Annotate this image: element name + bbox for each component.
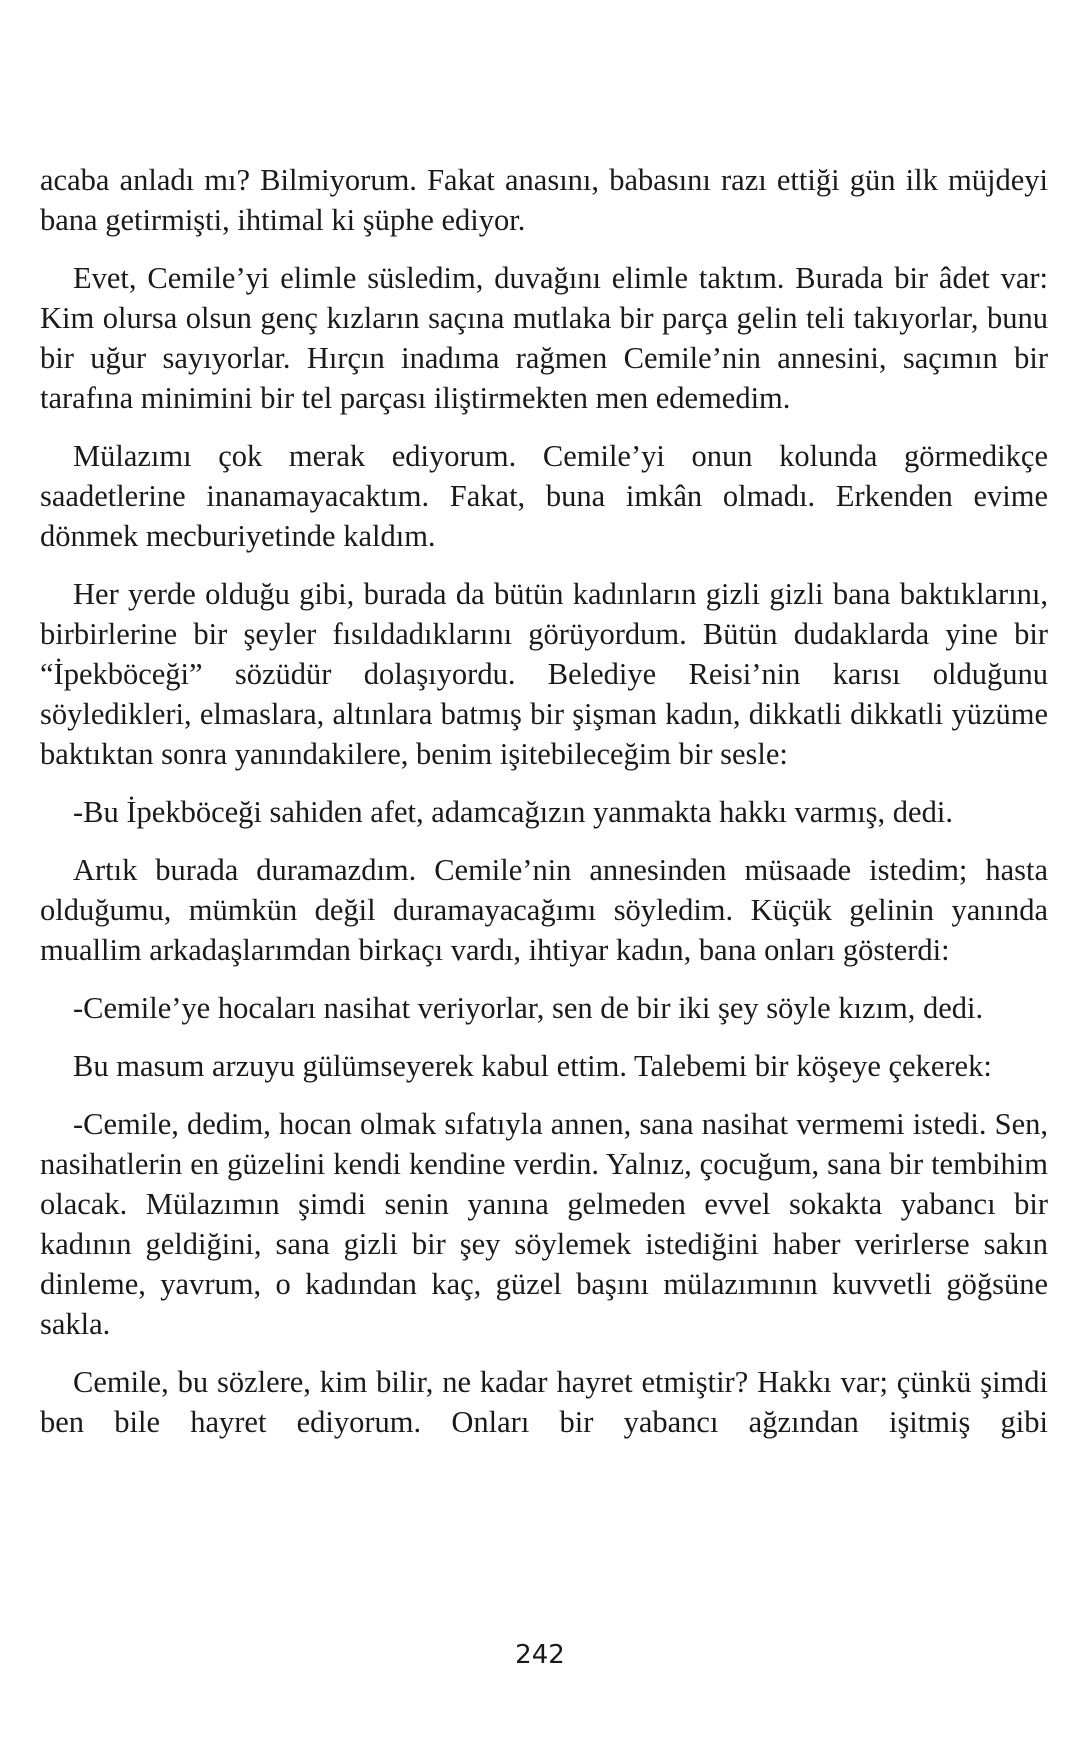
page-body xyxy=(40,160,1048,1460)
paragraph-4: Her yerde olduğu gibi, burada da bütün kadınların gizli gizli bana baktıklarını, birbirlerine bir şeyler fısıldadıklarını görüyordum. Bütün dudaklarda yine bir “İpekböceği” sözüdür dolaşıyordu. Belediye Reisi’nin karısı olduğunu söyledikleri, elmaslara, altınlara batmış bir şişman kadın, dikkatli dikkatli yüzüme baktıktan sonra yanındakilere, benim işitebileceğim bir sesle: xyxy=(40,577,1048,771)
paragraph-2: Evet, Cemile’yi elimle süsledim, duvağını elimle taktım. Burada bir âdet var: Kim olursa olsun genç kızların saçına mutlaka bir parça gelin teli takıyorlar, bunu bir uğur sayıyorlar. Hırçın inadıma rağmen Cemile’nin annesini, saçımın bir tarafına minimini bir tel parçası iliştirmekten men edemedim. xyxy=(40,261,1048,415)
paragraph-1: acaba anladı mı? Bilmiyorum. Fakat anasını, babasını razı ettiği gün ilk müjdeyi bana getirmişti, ihtimal ki şüphe ediyor. xyxy=(40,163,1048,237)
paragraph-10: Cemile, bu sözlere, kim bilir, ne kadar hayret etmiştir? Hakkı var; çünkü şimdi ben bile hayret ediyorum. Onları bir yabancı ağzından işitmiş gibi xyxy=(40,1365,1048,1439)
paragraph-9: -Cemile, dedim, hocan olmak sıfatıyla annen, sana nasihat vermemi istedi. Sen, nasihatlerin en güzelini kendi kendine verdin. Yalnız, çocuğum, sana bir tembihim olacak. Mülazımın şimdi senin yanına gelmeden evvel sokakta yabancı bir kadının geldiğini, sana gizli bir şey söylemek istediğini haber verirlerse sakın dinleme, yavrum, o kadından kaç, güzel başını mülazımının kuvvetli göğsüne sakla. xyxy=(40,1107,1048,1341)
paragraph-6: Artık burada duramazdım. Cemile’nin annesinden müsaade istedim; hasta olduğumu, mümkün değil duramayacağımı söyledim. Küçük gelinin yanında muallim arkadaşlarımdan birkaçı vardı, ihtiyar kadın, bana onları gösterdi: xyxy=(40,853,1048,967)
page-number: 242 xyxy=(515,1640,565,1670)
paragraph-8: Bu masum arzuyu gülümseyerek kabul ettim. Talebemi bir köşeye çekerek: xyxy=(73,1049,992,1083)
paragraph-7: -Cemile’ye hocaları nasihat veriyorlar, sen de bir iki şey söyle kızım, dedi. xyxy=(73,991,984,1025)
paragraph-5: -Bu İpekböceği sahiden afet, adamcağızın yanmakta hakkı varmış, dedi. xyxy=(73,795,953,829)
paragraph-3: Mülazımı çok merak ediyorum. Cemile’yi onun kolunda görmedikçe saadetlerine inanamayacaktım. Fakat, buna imkân olmadı. Erkenden evime dönmek mecburiyetinde kaldım. xyxy=(40,439,1048,553)
